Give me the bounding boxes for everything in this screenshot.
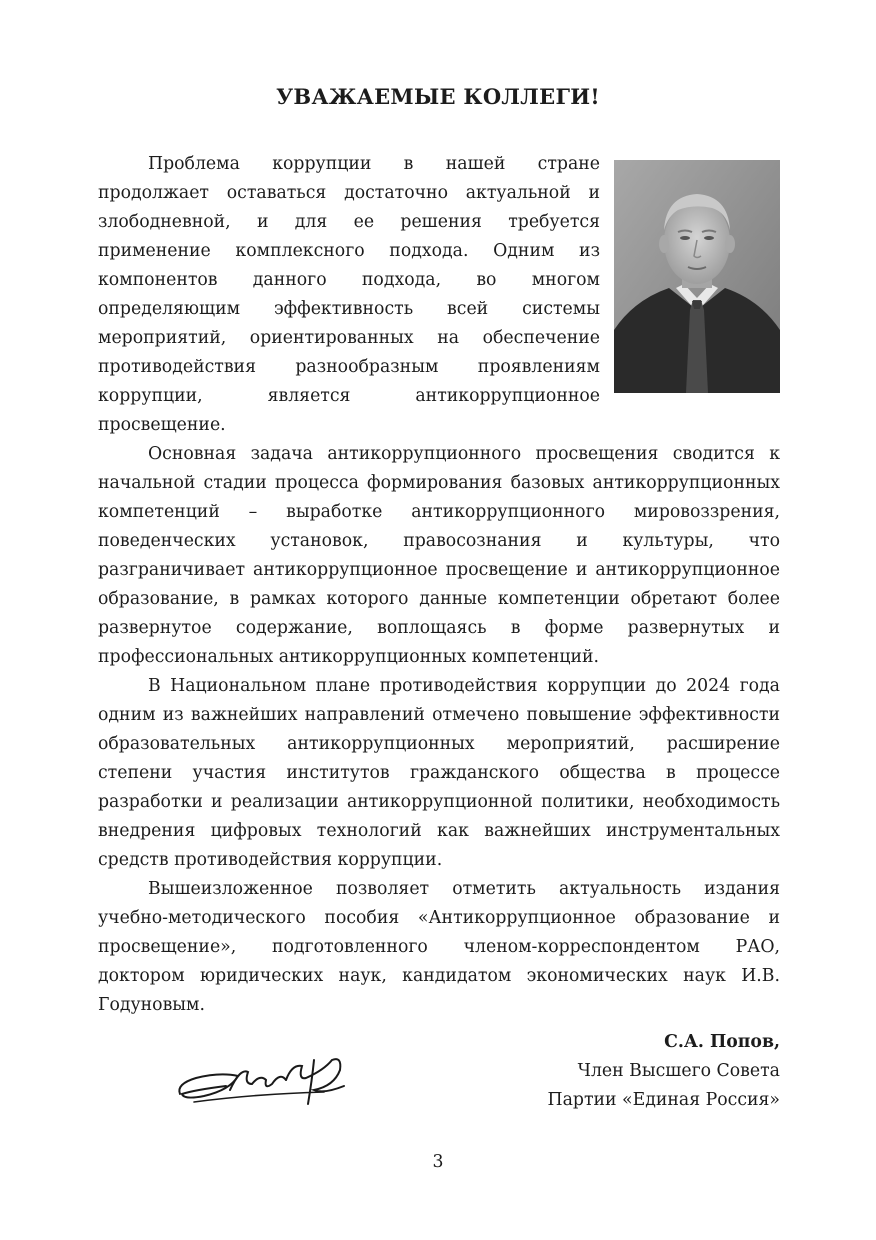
signer-name: С.А. Попов,: [664, 1032, 780, 1052]
paragraph-4: Вышеизложенное позволяет отметить актуальность издания учебно-методического пособия «Антикоррупционное образование и просвещение», подготовленного членом-корреспондентом РАО, доктором юридических наук, кандидатом экономических наук И.В. Годуновым.: [98, 879, 780, 1015]
page-title: УВАЖАЕМЫЕ КОЛЛЕГИ!: [276, 84, 600, 109]
author-portrait: [614, 160, 780, 393]
paragraph-2: Основная задача антикоррупционного просвещения сводится к начальной стадии процесса формирования базовых антикоррупционных компетенций – выработке антикоррупционного мировоззрения, поведенческих установок, правосознания и культуры, что разграничивает антикоррупционное просвещение и антикоррупционное образование, в рамках которого данные компетенции обретают более развернутое содержание, воплощаясь в форме развернутых и профессиональных антикоррупционных компетенций.: [98, 444, 780, 667]
handwritten-signature: [174, 1050, 358, 1108]
paragraph-3: В Национальном плане противодействия коррупции до 2024 года одним из важнейших направлений отмечено повышение эффективности образовательных антикоррупционных мероприятий, расширение степени участия институтов гражданского общества в процессе разработки и реализации антикоррупционной политики, необходимость внедрения цифровых технологий как важнейших инструментальных средств противодействия коррупции.: [98, 676, 780, 870]
portrait-image: [614, 160, 780, 393]
signature-block: [548, 1028, 780, 1115]
signer-position-line1: Член Высшего Совета: [577, 1061, 780, 1081]
signer-position-line2: Партии «Единая Россия»: [547, 1090, 780, 1110]
letter-body: [98, 150, 780, 1020]
page-number: 3: [432, 1152, 444, 1172]
paragraph-1: Проблема коррупции в нашей стране продолжает оставаться достаточно актуальной и злободневной, и для ее решения требуется применение комплексного подхода. Одним из компонентов данного подхода, во многом определяющим эффективность всей системы мероприятий, ориентированных на обеспечение противодействия разнообразным проявлениям коррупции, является антикоррупционное просвещение.: [98, 154, 600, 435]
